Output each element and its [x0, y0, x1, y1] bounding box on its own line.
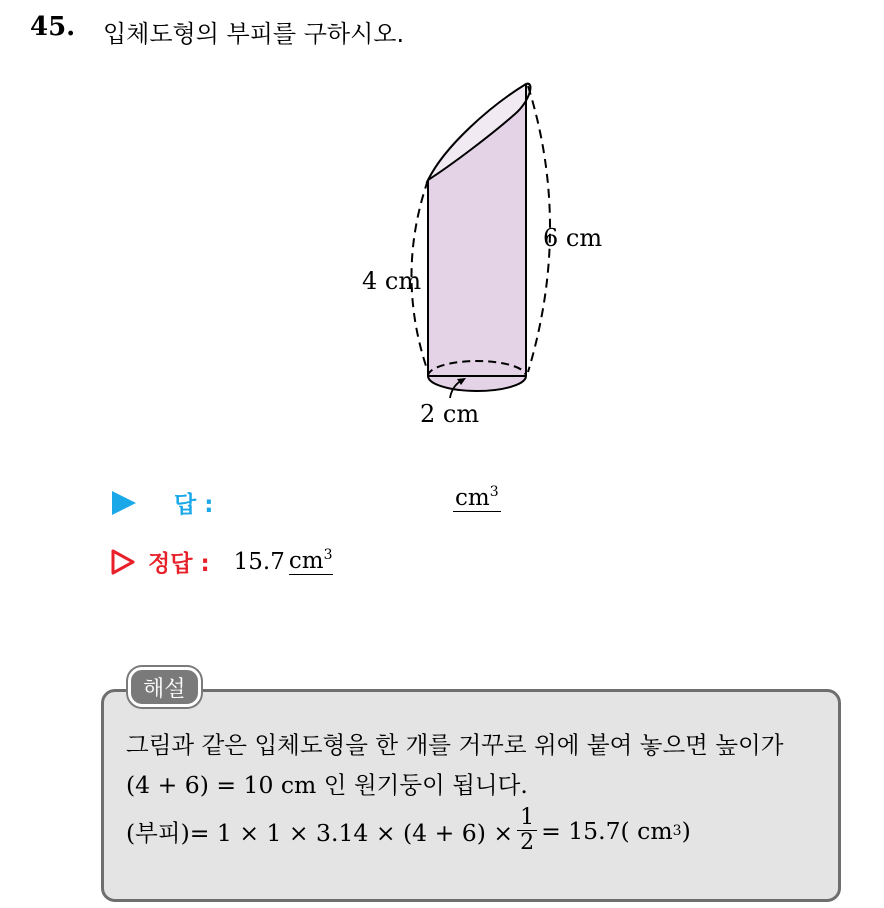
answer-label: 답 :	[174, 492, 214, 518]
correct-answer-label: 정답 :	[148, 551, 210, 577]
label-left-height: 4 cm	[362, 267, 422, 295]
problem-number: 45.	[30, 12, 76, 42]
correct-unit-text: cm	[288, 547, 324, 574]
formula-right: = 15.7( cm	[541, 816, 673, 845]
formula-close: )	[681, 816, 691, 845]
label-right-height: 6 cm	[543, 224, 603, 252]
label-diameter: 2 cm	[420, 400, 480, 428]
answer-unit: cm	[455, 485, 490, 511]
solid-figure	[340, 76, 640, 436]
solution-formula: (부피)= 1 × 1 × 3.14 × (4 + 6) × $\frac{1}{2}$ = 15.7( cm 3 )	[126, 805, 691, 855]
play-triangle-icon	[112, 491, 136, 515]
correct-answer-value: 15.7	[233, 548, 285, 575]
correct-answer-unit	[288, 546, 333, 575]
fraction-numerator: 1	[517, 806, 537, 831]
correct-answer-row	[110, 545, 333, 578]
answer-row	[112, 486, 213, 519]
fraction	[517, 806, 537, 855]
correct-unit-exponent: 3	[323, 546, 333, 563]
answer-unit-exponent: 3	[489, 484, 499, 500]
outline-triangle-icon	[110, 548, 136, 576]
solution-tag: 해설	[128, 667, 201, 707]
problem-text: 입체도형의 부피를 구하시오.	[103, 20, 405, 48]
solution-line-2: (4 + 6) = 10 cm 인 원기둥이 됩니다.	[126, 771, 528, 799]
answer-blank[interactable]	[453, 486, 501, 512]
solution-line-1: 그림과 같은 입체도형을 한 개를 거꾸로 위에 붙여 놓으면 높이가	[126, 731, 784, 759]
fraction-denominator: 2	[520, 830, 535, 855]
formula-left: (부피)= 1 × 1 × 3.14 × (4 + 6) ×	[126, 818, 514, 847]
